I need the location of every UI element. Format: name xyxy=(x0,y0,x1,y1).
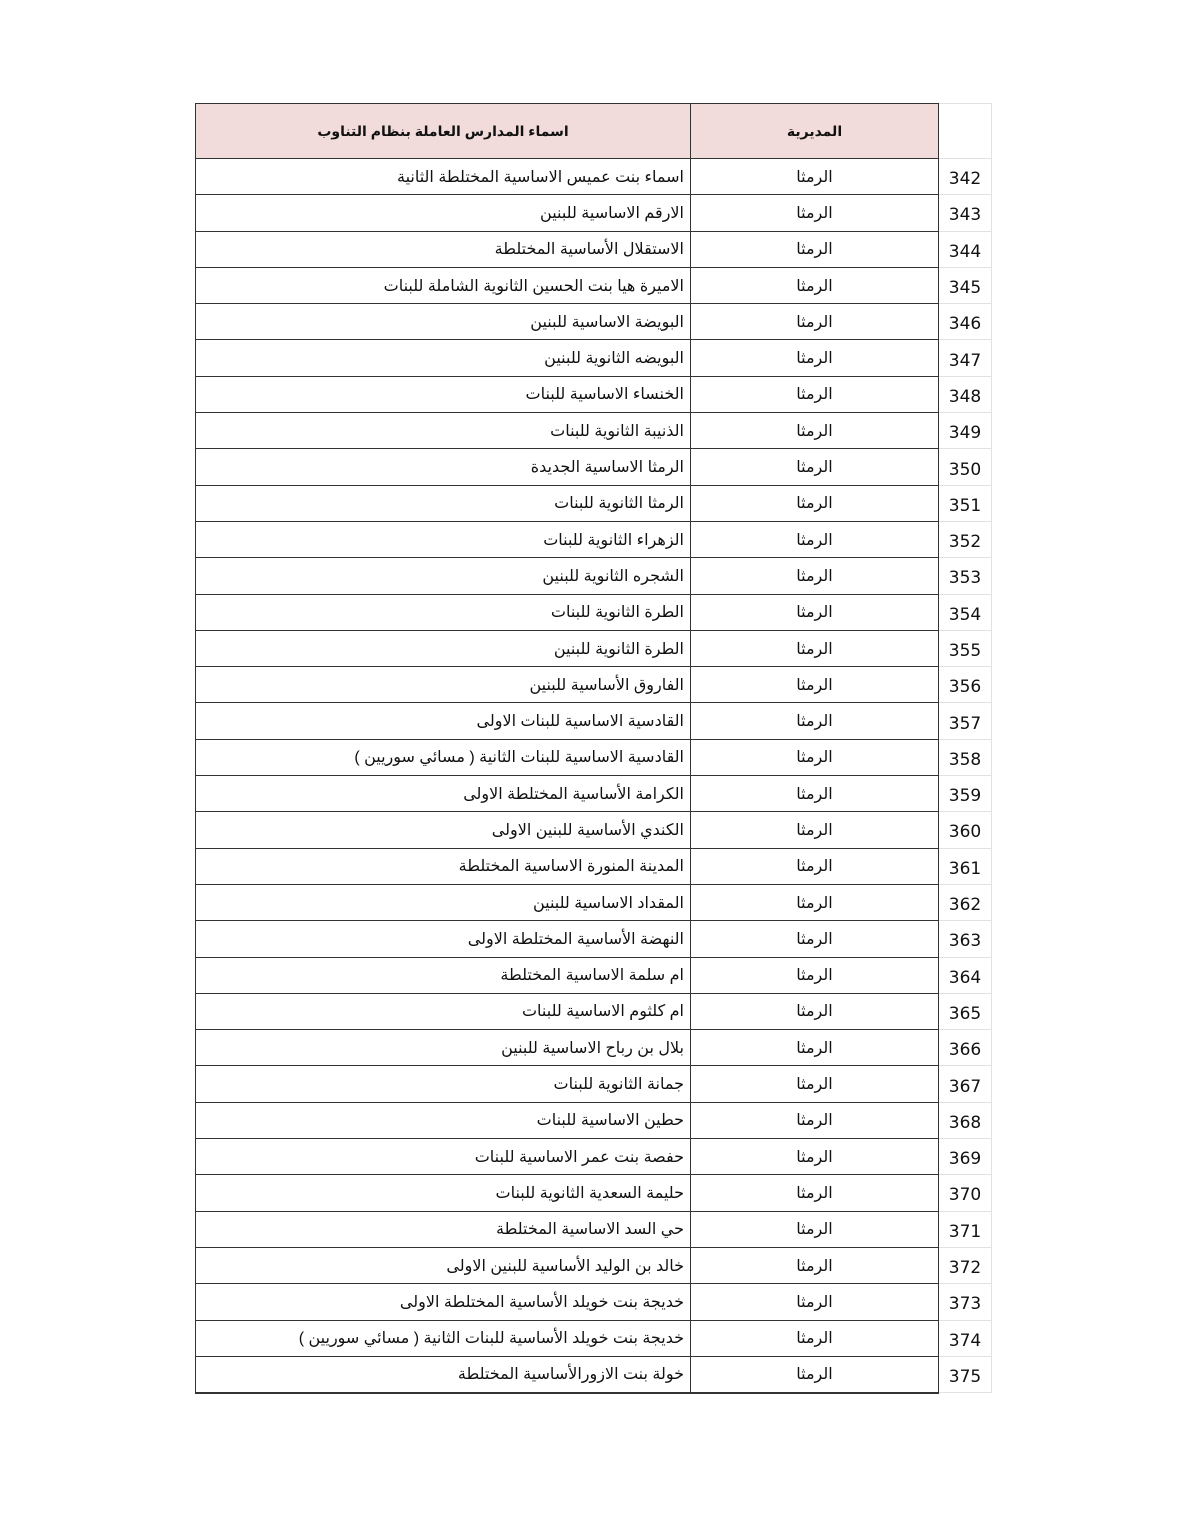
directorate-cell: الرمثا xyxy=(691,521,939,557)
directorate-cell: الرمثا xyxy=(691,159,939,195)
school-name-cell: الكندي الأساسية للبنين الاولى xyxy=(196,812,691,848)
row-number-cell: 372 xyxy=(939,1247,992,1283)
directorate-cell: الرمثا xyxy=(691,558,939,594)
table-row xyxy=(196,159,992,195)
row-number-cell: 354 xyxy=(939,594,992,630)
directorate-cell: الرمثا xyxy=(691,1284,939,1320)
directorate-cell: الرمثا xyxy=(691,376,939,412)
school-name-cell: الكرامة الأساسية المختلطة الاولى xyxy=(196,776,691,812)
directorate-cell: الرمثا xyxy=(691,630,939,666)
school-name-cell: خديجة بنت خويلد الأساسية المختلطة الاولى xyxy=(196,1284,691,1320)
directorate-cell: الرمثا xyxy=(691,195,939,231)
row-number-cell: 357 xyxy=(939,703,992,739)
header-school-name: اسماء المدارس العاملة بنظام التناوب xyxy=(196,104,691,159)
school-name-cell: القادسية الاساسية للبنات الثانية ( مسائي سوريين ) xyxy=(196,739,691,775)
directorate-cell: الرمثا xyxy=(691,304,939,340)
school-name-cell: بلال بن رباح الاساسية للبنين xyxy=(196,1030,691,1066)
school-name-cell: الرمثا الاساسية الجديدة xyxy=(196,449,691,485)
table-row xyxy=(196,1139,992,1175)
row-number-cell: 371 xyxy=(939,1211,992,1247)
school-name-cell: الطرة الثانوية للبنين xyxy=(196,630,691,666)
schools-table xyxy=(195,103,992,1394)
row-number-cell: 365 xyxy=(939,993,992,1029)
school-name-cell: ام سلمة الاساسية المختلطة xyxy=(196,957,691,993)
row-number-cell: 343 xyxy=(939,195,992,231)
row-number-cell: 348 xyxy=(939,376,992,412)
school-name-cell: خولة بنت الازورالأساسية المختلطة xyxy=(196,1356,691,1392)
row-number-cell: 358 xyxy=(939,739,992,775)
school-name-cell: الرمثا الثانوية للبنات xyxy=(196,485,691,521)
table-row xyxy=(196,1211,992,1247)
table-row xyxy=(196,594,992,630)
row-number-cell: 363 xyxy=(939,921,992,957)
school-name-cell: المدينة المنورة الاساسية المختلطة xyxy=(196,848,691,884)
table-row xyxy=(196,521,992,557)
table-row xyxy=(196,340,992,376)
row-number-cell: 368 xyxy=(939,1102,992,1138)
table-row xyxy=(196,1356,992,1392)
header-number xyxy=(939,104,992,159)
table-row xyxy=(196,267,992,303)
directorate-cell: الرمثا xyxy=(691,413,939,449)
directorate-cell: الرمثا xyxy=(691,1030,939,1066)
school-name-cell: اسماء بنت عميس الاساسية المختلطة الثانية xyxy=(196,159,691,195)
row-number-cell: 364 xyxy=(939,957,992,993)
directorate-cell: الرمثا xyxy=(691,884,939,920)
directorate-cell: الرمثا xyxy=(691,1066,939,1102)
header-row xyxy=(196,104,992,159)
row-number-cell: 345 xyxy=(939,267,992,303)
row-number-cell: 347 xyxy=(939,340,992,376)
row-number-cell: 367 xyxy=(939,1066,992,1102)
directorate-cell: الرمثا xyxy=(691,340,939,376)
directorate-cell: الرمثا xyxy=(691,739,939,775)
row-number-cell: 360 xyxy=(939,812,992,848)
table-row xyxy=(196,1284,992,1320)
school-name-cell: الارقم الاساسية للبنين xyxy=(196,195,691,231)
school-name-cell: خديجة بنت خويلد الأساسية للبنات الثانية ( مسائي سوريين ) xyxy=(196,1320,691,1356)
school-name-cell: البويضه الثانوية للبنين xyxy=(196,340,691,376)
table-row xyxy=(196,993,992,1029)
table-row xyxy=(196,1247,992,1283)
row-number-cell: 353 xyxy=(939,558,992,594)
directorate-cell: الرمثا xyxy=(691,231,939,267)
table-row xyxy=(196,413,992,449)
row-number-cell: 342 xyxy=(939,159,992,195)
table-row xyxy=(196,449,992,485)
school-name-cell: البويضة الاساسية للبنين xyxy=(196,304,691,340)
school-name-cell: حليمة السعدية الثانوية للبنات xyxy=(196,1175,691,1211)
table-row xyxy=(196,776,992,812)
row-number-cell: 352 xyxy=(939,521,992,557)
table-row xyxy=(196,231,992,267)
table-row xyxy=(196,1066,992,1102)
table-row xyxy=(196,195,992,231)
table-row xyxy=(196,739,992,775)
directorate-cell: الرمثا xyxy=(691,921,939,957)
school-name-cell: جمانة الثانوية للبنات xyxy=(196,1066,691,1102)
table-row xyxy=(196,812,992,848)
directorate-cell: الرمثا xyxy=(691,449,939,485)
directorate-cell: الرمثا xyxy=(691,1102,939,1138)
row-number-cell: 346 xyxy=(939,304,992,340)
row-number-cell: 374 xyxy=(939,1320,992,1356)
row-number-cell: 349 xyxy=(939,413,992,449)
school-name-cell: حي السد الاساسية المختلطة xyxy=(196,1211,691,1247)
directorate-cell: الرمثا xyxy=(691,1356,939,1392)
row-number-cell: 362 xyxy=(939,884,992,920)
row-number-cell: 355 xyxy=(939,630,992,666)
school-name-cell: الفاروق الأساسية للبنين xyxy=(196,667,691,703)
table-row xyxy=(196,1175,992,1211)
table-row xyxy=(196,630,992,666)
row-number-cell: 366 xyxy=(939,1030,992,1066)
row-number-cell: 373 xyxy=(939,1284,992,1320)
school-name-cell: الاميرة هيا بنت الحسين الثانوية الشاملة للبنات xyxy=(196,267,691,303)
directorate-cell: الرمثا xyxy=(691,848,939,884)
directorate-cell: الرمثا xyxy=(691,267,939,303)
school-name-cell: المقداد الاساسية للبنين xyxy=(196,884,691,920)
row-number-cell: 375 xyxy=(939,1356,992,1392)
row-number-cell: 356 xyxy=(939,667,992,703)
directorate-cell: الرمثا xyxy=(691,1247,939,1283)
school-name-cell: الخنساء الاساسية للبنات xyxy=(196,376,691,412)
directorate-cell: الرمثا xyxy=(691,667,939,703)
row-number-cell: 351 xyxy=(939,485,992,521)
row-number-cell: 344 xyxy=(939,231,992,267)
school-name-cell: الطرة الثانوية للبنات xyxy=(196,594,691,630)
school-name-cell: حطين الاساسية للبنات xyxy=(196,1102,691,1138)
directorate-cell: الرمثا xyxy=(691,594,939,630)
table-row xyxy=(196,485,992,521)
table-row xyxy=(196,957,992,993)
school-name-cell: الشجره الثانوية للبنين xyxy=(196,558,691,594)
table-row xyxy=(196,703,992,739)
directorate-cell: الرمثا xyxy=(691,1139,939,1175)
table-row xyxy=(196,1320,992,1356)
table-row xyxy=(196,1030,992,1066)
table-row xyxy=(196,921,992,957)
table-row xyxy=(196,848,992,884)
table-row xyxy=(196,1102,992,1138)
school-name-cell: الزهراء الثانوية للبنات xyxy=(196,521,691,557)
directorate-cell: الرمثا xyxy=(691,993,939,1029)
school-name-cell: النهضة الأساسية المختلطة الاولى xyxy=(196,921,691,957)
table-row xyxy=(196,884,992,920)
directorate-cell: الرمثا xyxy=(691,812,939,848)
directorate-cell: الرمثا xyxy=(691,1320,939,1356)
schools-table-container xyxy=(195,103,992,1394)
directorate-cell: الرمثا xyxy=(691,776,939,812)
table-row xyxy=(196,304,992,340)
table-row xyxy=(196,558,992,594)
directorate-cell: الرمثا xyxy=(691,1211,939,1247)
school-name-cell: خالد بن الوليد الأساسية للبنين الاولى xyxy=(196,1247,691,1283)
directorate-cell: الرمثا xyxy=(691,1175,939,1211)
directorate-cell: الرمثا xyxy=(691,703,939,739)
header-directorate: المديرية xyxy=(691,104,939,159)
row-number-cell: 359 xyxy=(939,776,992,812)
table-row xyxy=(196,376,992,412)
school-name-cell: حفصة بنت عمر الاساسية للبنات xyxy=(196,1139,691,1175)
directorate-cell: الرمثا xyxy=(691,957,939,993)
row-number-cell: 370 xyxy=(939,1175,992,1211)
school-name-cell: الاستقلال الأساسية المختلطة xyxy=(196,231,691,267)
table-row xyxy=(196,667,992,703)
school-name-cell: القادسية الاساسية للبنات الاولى xyxy=(196,703,691,739)
school-name-cell: الذنيبة الثانوية للبنات xyxy=(196,413,691,449)
row-number-cell: 361 xyxy=(939,848,992,884)
directorate-cell: الرمثا xyxy=(691,485,939,521)
school-name-cell: ام كلثوم الاساسية للبنات xyxy=(196,993,691,1029)
row-number-cell: 369 xyxy=(939,1139,992,1175)
row-number-cell: 350 xyxy=(939,449,992,485)
